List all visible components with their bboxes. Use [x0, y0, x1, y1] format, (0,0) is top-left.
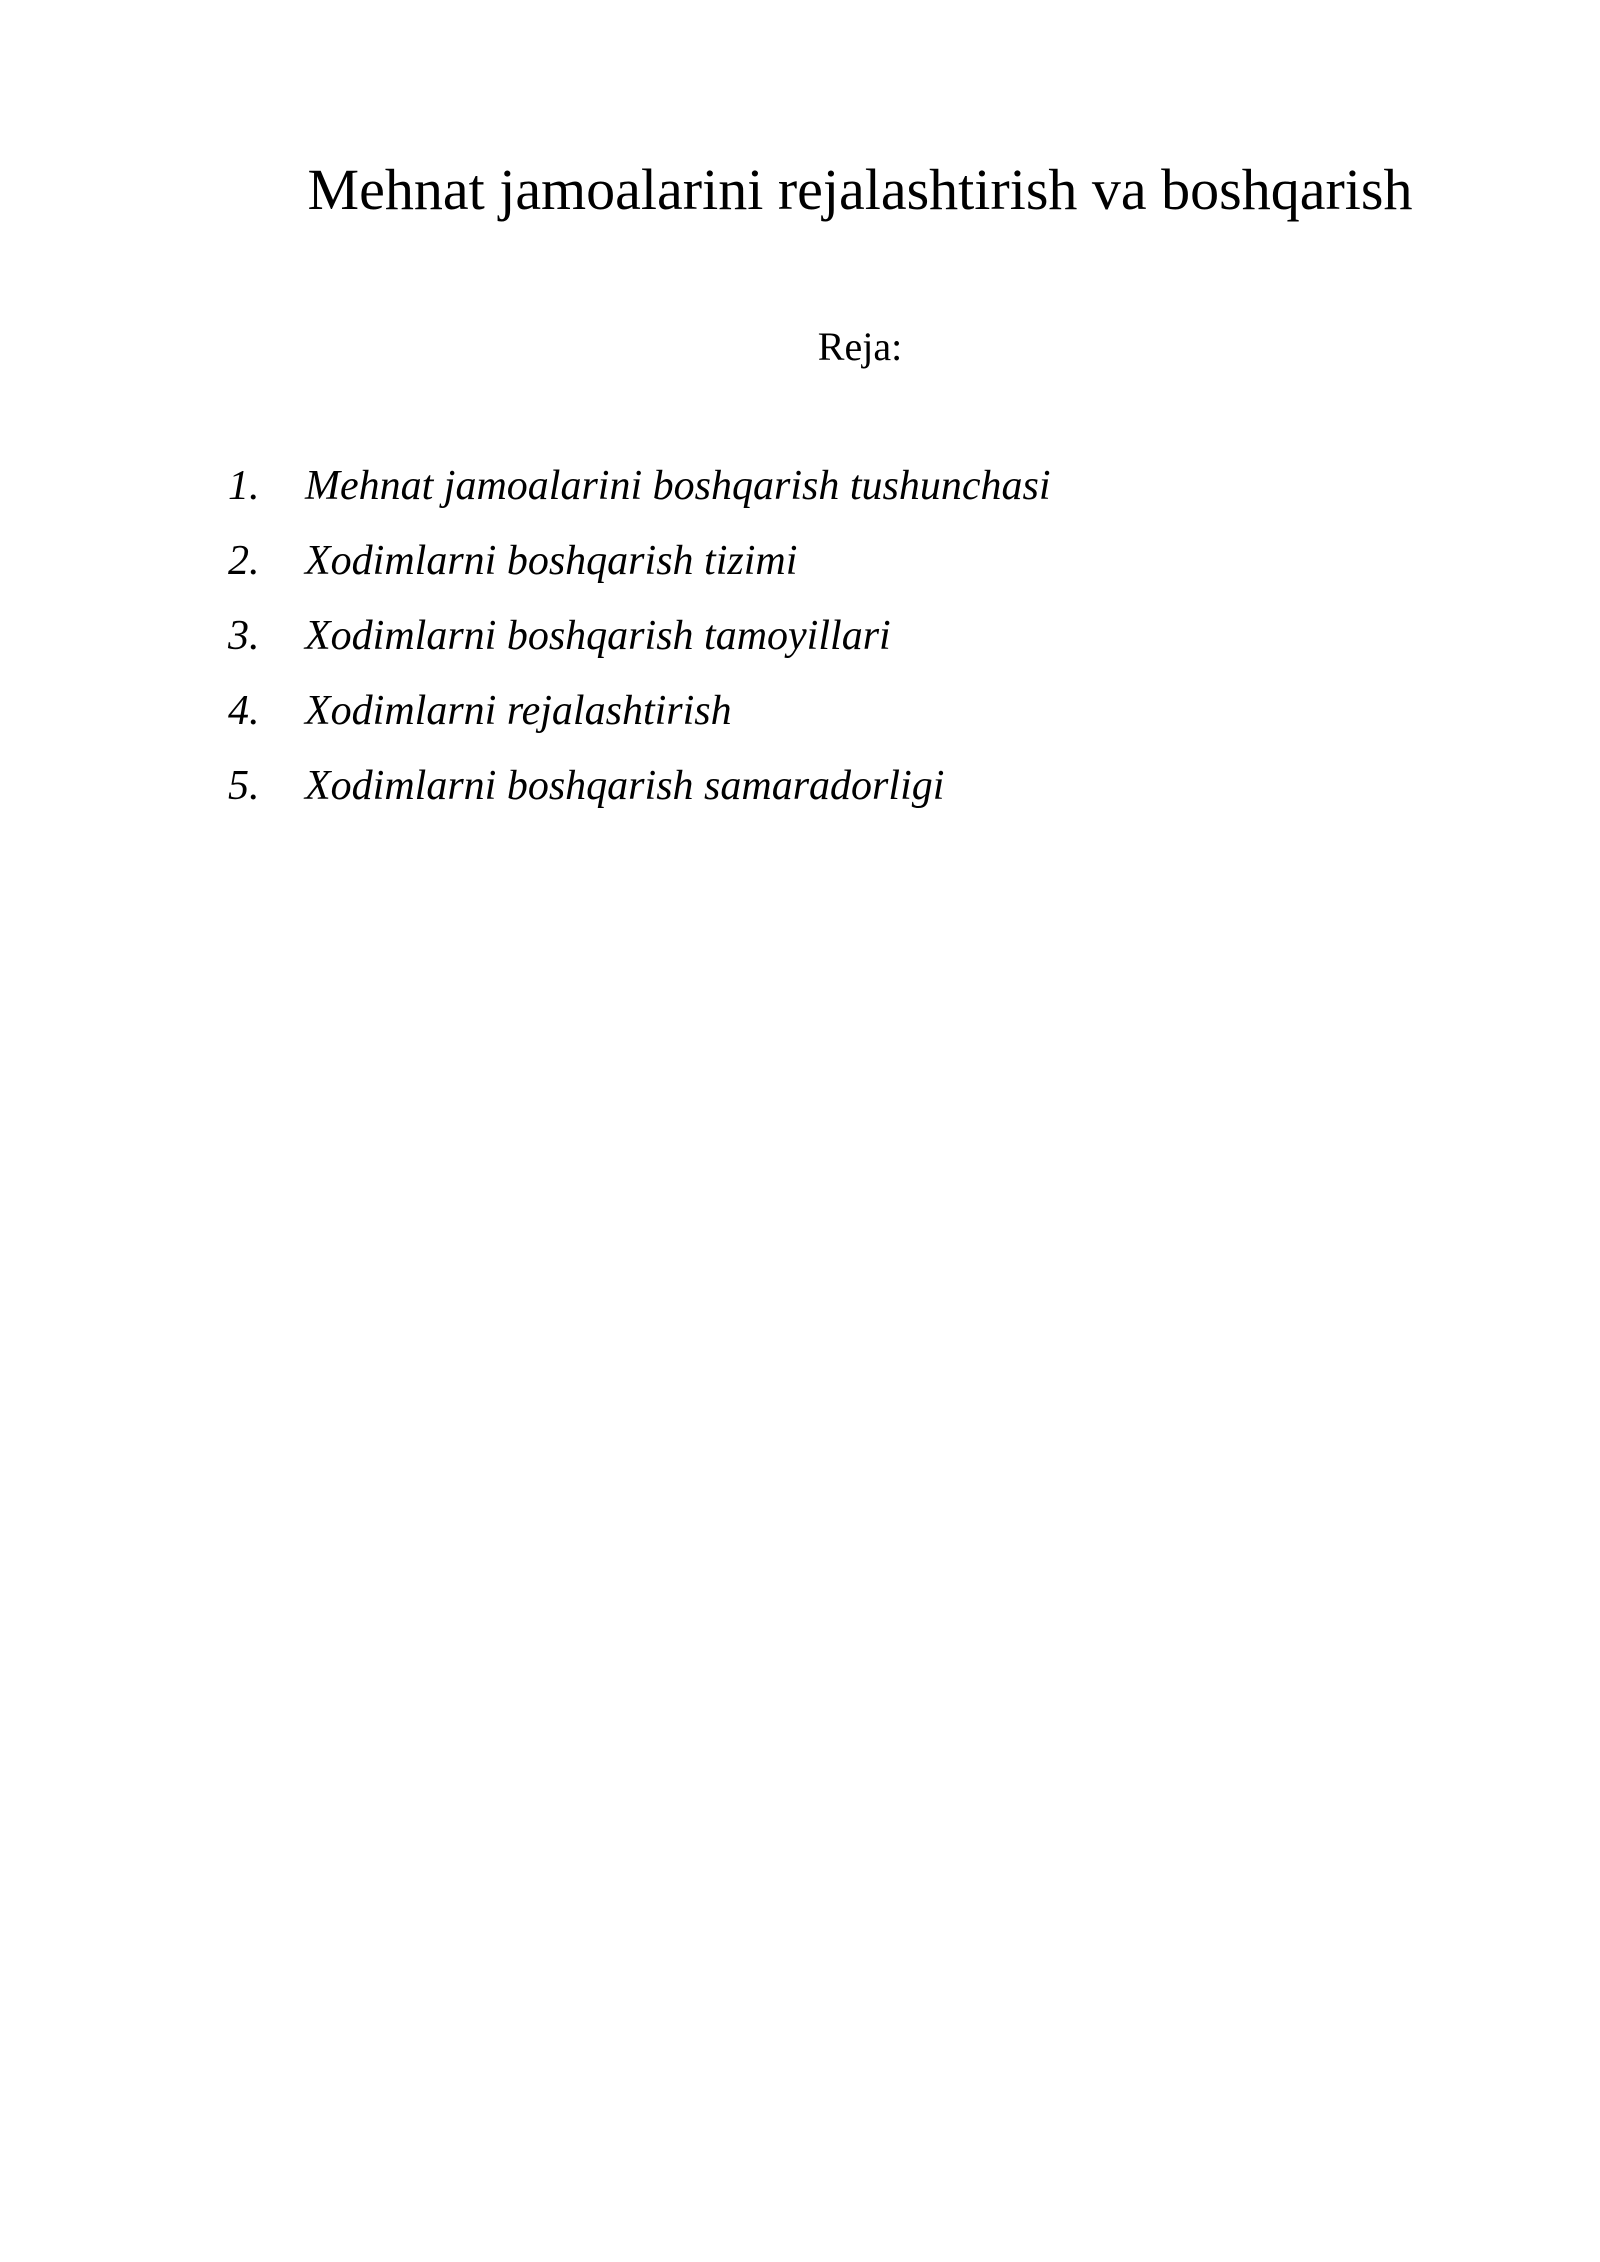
plan-item-number: 1. [228, 463, 260, 509]
plan-item-text: Mehnat jamoalarini boshqarish tushunchasi [305, 463, 1051, 509]
plan-item-text: Xodimlarni boshqarish tamoyillari [305, 613, 891, 659]
plan-heading: Reja: [817, 324, 903, 369]
plan-item-text: Xodimlarni boshqarish samaradorligi [305, 763, 945, 809]
plan-item-number: 5. [228, 763, 260, 809]
plan-item-number: 3. [228, 613, 260, 659]
plan-item-text: Xodimlarni boshqarish tizimi [305, 538, 798, 584]
plan-item-number: 4. [228, 688, 260, 734]
plan-item-text: Xodimlarni rejalashtirish [305, 688, 732, 734]
document-title: Mehnat jamoalarini rejalashtirish va boshqarish [307, 157, 1413, 222]
plan-item-number: 2. [228, 538, 260, 584]
